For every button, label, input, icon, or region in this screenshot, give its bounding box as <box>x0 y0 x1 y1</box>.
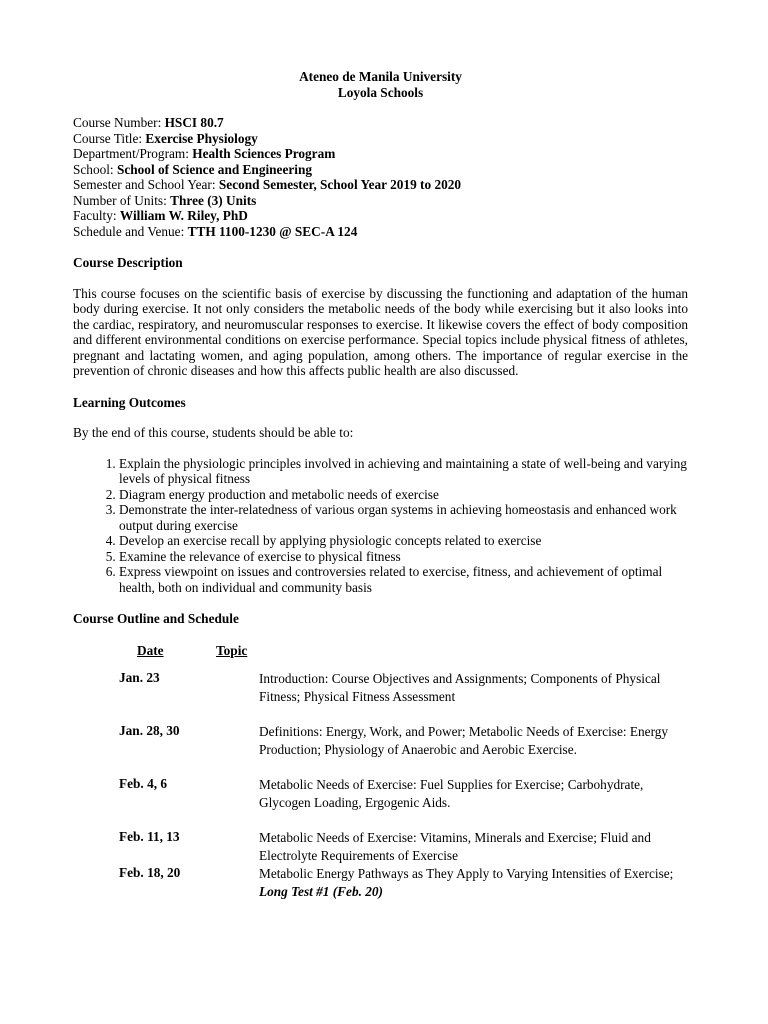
course-description-heading: Course Description <box>73 255 183 270</box>
row-topic <box>259 865 688 901</box>
learning-outcomes-heading: Learning Outcomes <box>73 394 186 410</box>
table-row <box>73 865 688 901</box>
list-item: 3. Demonstrate the inter-relatedness of various organ systems in achieving homeostasis and enhanced work output during exercise <box>119 502 688 533</box>
row-topic: Definitions: Energy, Work, and Power; Metabolic Needs of Exercise: Energy Production; Physiology of Anaerobic and Aerobic Exercise. <box>259 723 669 757</box>
table-row <box>73 723 688 759</box>
long-test-note: Long Test #1 (Feb. 20) <box>259 883 383 899</box>
school-name: Loyola Schools <box>337 84 424 100</box>
info-label: School: <box>73 161 114 177</box>
course-number-line <box>73 115 688 131</box>
info-value: William W. Riley, PhD <box>119 208 248 223</box>
table-row <box>73 829 688 865</box>
course-title-line <box>73 131 688 147</box>
row-topic: Metabolic Needs of Exercise: Vitamins, Minerals and Exercise; Fluid and Electrolyte Requirements of Exercise <box>259 829 651 863</box>
row-date: Feb. 4, 6 <box>119 775 168 791</box>
info-label: Department/Program: <box>73 146 189 161</box>
list-item: 1. Explain the physiologic principles involved in achieving and maintaining a state of well-being and varying levels of physical fitness <box>119 456 688 487</box>
info-label: Course Title: <box>73 130 143 146</box>
learning-outcomes-intro: By the end of this course, students should be able to: <box>73 425 354 440</box>
list-item: 6. Express viewpoint on issues and controversies related to exercise, fitness, and achievement of optimal health, both on individual and community basis <box>119 564 688 595</box>
learning-outcomes-list <box>73 456 688 596</box>
table-row <box>73 670 688 706</box>
info-label: Course Number: <box>73 115 162 130</box>
schedule-venue-line <box>73 224 688 240</box>
row-date: Feb. 11, 13 <box>119 828 180 844</box>
row-date: Feb. 18, 20 <box>119 864 181 880</box>
list-item: 4. Develop an exercise recall by applying physiologic concepts related to exercise <box>119 533 688 549</box>
list-item: 5. Examine the relevance of exercise to physical fitness <box>119 549 688 565</box>
info-label: Faculty: <box>73 208 117 223</box>
school-line <box>73 162 688 178</box>
row-date: Jan. 23 <box>119 669 160 685</box>
info-value: TTH 1100-1230 @ SEC-A 124 <box>187 223 358 239</box>
units-line <box>73 193 688 209</box>
course-description-text: This course focuses on the scientific basis of exercise by discussing the functioning and adaptation of the human body during exercise. It not only considers the metabolic needs of the body while exercising but it also looks into the cardiac, respiratory, and neuromuscular responses to exercise. It likewise covers the effect of body composition and different environmental conditions on exercise performance. Special topics include physical fitness of athletes, pregnant and lactating women, and aging population, among others. The importance of regular exercise in the prevention of chronic diseases and how this affects public health are also discussed. <box>73 285 688 378</box>
schedule-heading: Course Outline and Schedule <box>73 611 239 626</box>
topic-column-header: Topic <box>216 642 248 658</box>
info-value: Exercise Physiology <box>145 130 258 146</box>
info-value: Second Semester, School Year 2019 to 2020 <box>218 177 462 192</box>
semester-line <box>73 177 688 193</box>
faculty-line <box>73 208 688 224</box>
row-topic: Metabolic Needs of Exercise: Fuel Supplies for Exercise; Carbohydrate, Glycogen Loading, Ergogenic Aids. <box>259 776 644 810</box>
department-line <box>73 146 688 162</box>
row-topic-text: Metabolic Energy Pathways as They Apply to Varying Intensities of Exercise; <box>259 865 674 881</box>
info-label: Semester and School Year: <box>73 177 216 192</box>
schedule-table-header <box>73 643 688 659</box>
info-value: Three (3) Units <box>170 192 257 208</box>
course-info <box>73 115 688 239</box>
syllabus-page <box>73 69 688 901</box>
date-column-header: Date <box>137 642 164 658</box>
university-name: Ateneo de Manila University <box>299 69 462 84</box>
info-label: Number of Units: <box>73 192 167 208</box>
info-value: Health Sciences Program <box>192 146 336 161</box>
info-label: Schedule and Venue: <box>73 223 185 239</box>
info-value: School of Science and Engineering <box>116 161 313 177</box>
row-date: Jan. 28, 30 <box>119 722 180 738</box>
row-topic: Introduction: Course Objectives and Assignments; Components of Physical Fitness; Physical Fitness Assessment <box>259 670 661 704</box>
list-item: 2. Diagram energy production and metabolic needs of exercise <box>119 487 688 503</box>
table-row <box>73 776 688 812</box>
info-value: HSCI 80.7 <box>164 115 224 130</box>
